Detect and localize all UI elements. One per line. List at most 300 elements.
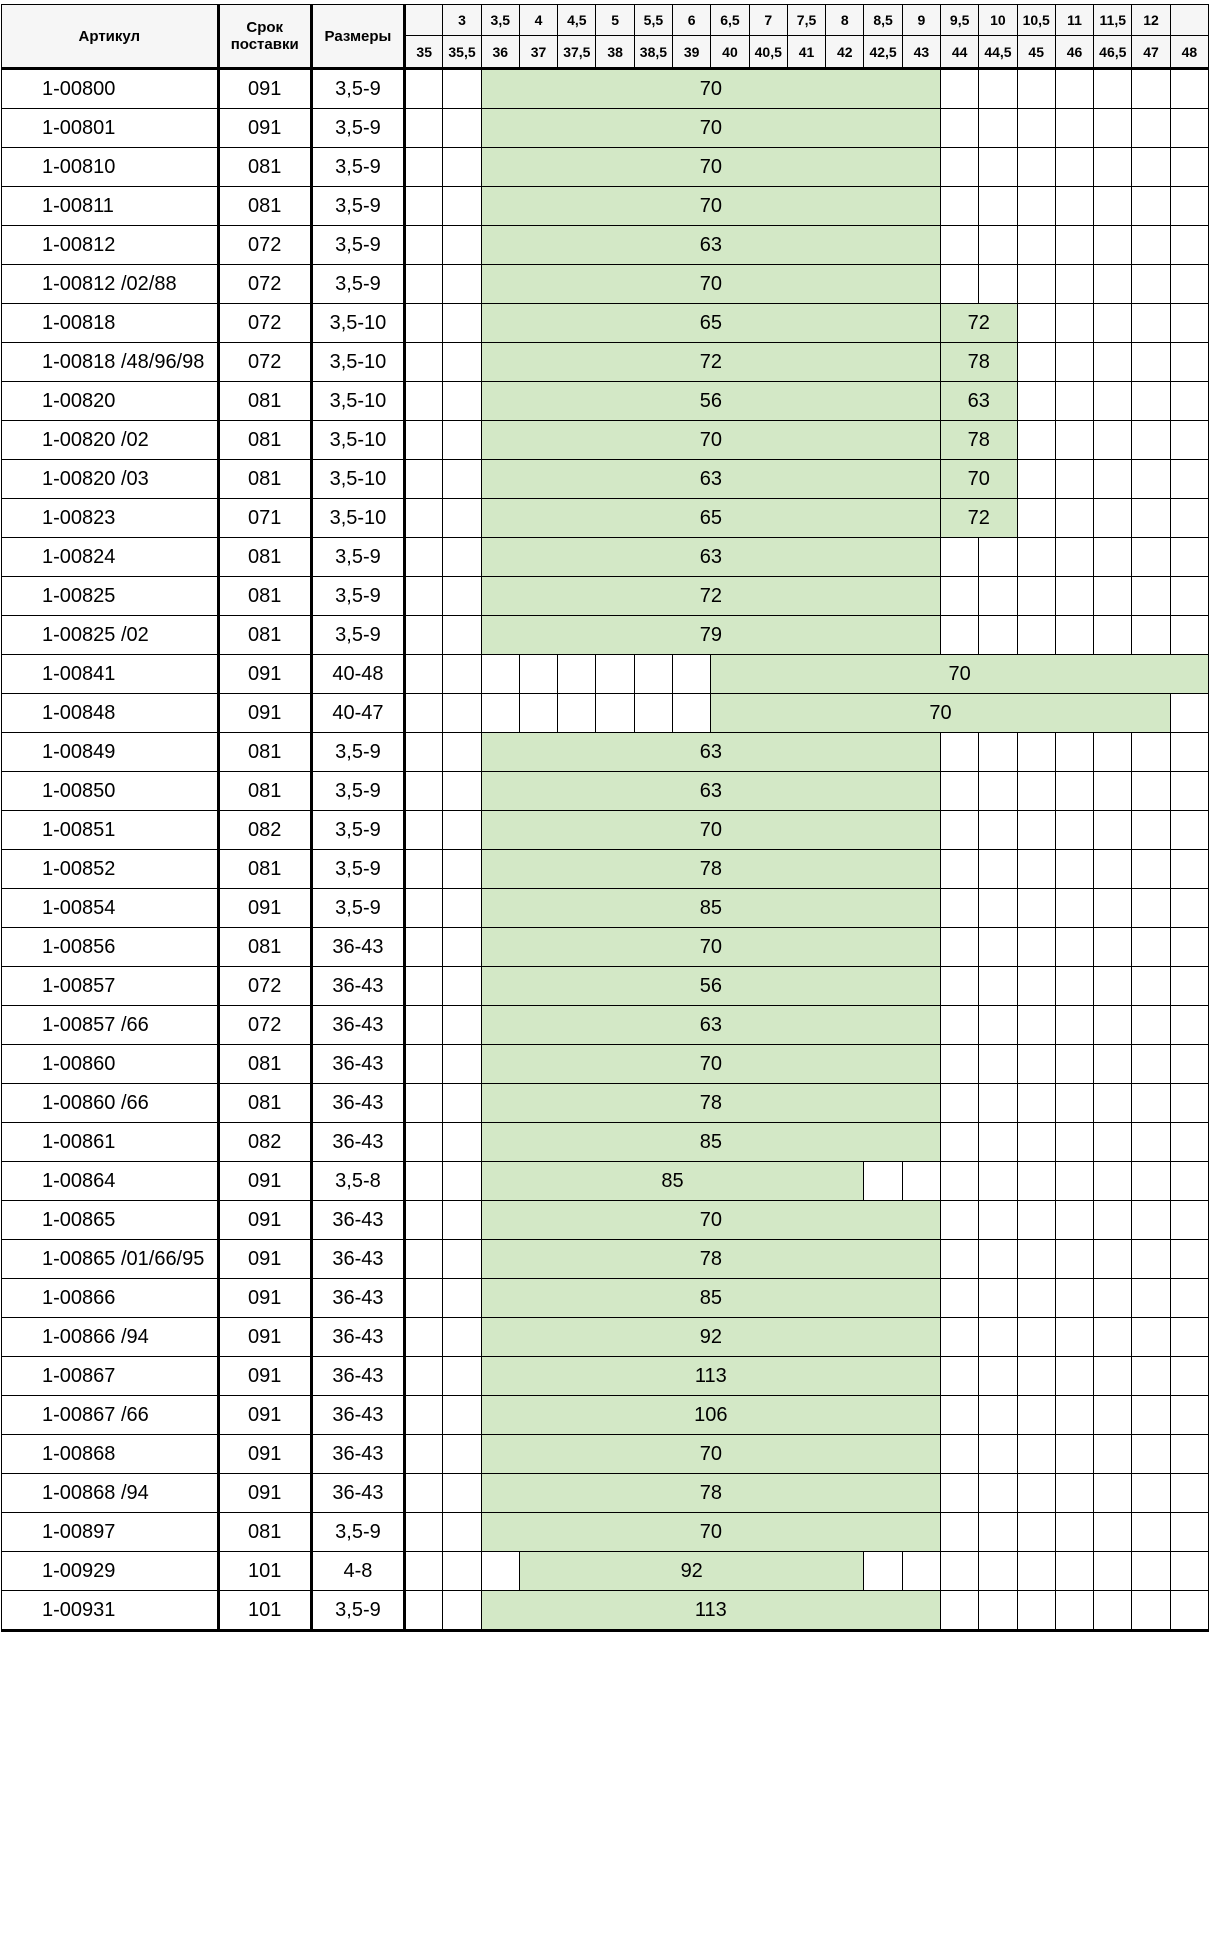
empty-size-cell: [405, 1435, 443, 1474]
empty-size-cell: [1055, 1435, 1093, 1474]
empty-size-cell: [443, 1591, 481, 1631]
empty-size-cell: [864, 1162, 902, 1201]
empty-size-cell: [1055, 109, 1093, 148]
sizes-cell: 3,5-9: [311, 616, 404, 655]
header-term-line2: поставки: [230, 36, 299, 53]
empty-size-cell: [979, 1123, 1017, 1162]
empty-size-cell: [1170, 811, 1208, 850]
empty-size-cell: [1170, 148, 1208, 187]
empty-size-cell: [405, 577, 443, 616]
empty-size-cell: [941, 187, 979, 226]
empty-size-cell: [1132, 1513, 1170, 1552]
empty-size-cell: [443, 1240, 481, 1279]
table-row: [2, 928, 1209, 967]
empty-size-cell: [405, 343, 443, 382]
article-cell: 1-00820: [2, 382, 219, 421]
empty-size-cell: [443, 889, 481, 928]
empty-size-cell: [941, 1435, 979, 1474]
price-cell: 72: [481, 577, 940, 616]
empty-size-cell: [1170, 265, 1208, 304]
empty-size-cell: [443, 499, 481, 538]
table-row: [2, 772, 1209, 811]
price-cell: 63: [481, 1006, 940, 1045]
table-row: [2, 499, 1209, 538]
sizes-cell: 40-47: [311, 694, 404, 733]
empty-size-cell: [1094, 187, 1132, 226]
empty-size-cell: [405, 1006, 443, 1045]
table-row: [2, 343, 1209, 382]
term-cell: 081: [218, 577, 311, 616]
price-cell: 70: [481, 928, 940, 967]
article-cell: 1-00854: [2, 889, 219, 928]
empty-size-cell: [1017, 1084, 1055, 1123]
empty-size-cell: [979, 772, 1017, 811]
empty-size-cell: [519, 694, 557, 733]
empty-size-cell: [1132, 265, 1170, 304]
empty-size-cell: [979, 1552, 1017, 1591]
empty-size-cell: [1017, 538, 1055, 577]
article-cell: 1-00860: [2, 1045, 219, 1084]
price-cell: 85: [481, 1279, 940, 1318]
empty-size-cell: [1055, 772, 1093, 811]
empty-size-cell: [558, 694, 596, 733]
header-eu-size: 40,5: [749, 36, 787, 69]
price-cell: 72: [941, 499, 1018, 538]
sizes-cell: 3,5-10: [311, 343, 404, 382]
empty-size-cell: [1094, 226, 1132, 265]
header-term: [218, 5, 311, 69]
empty-size-cell: [979, 1435, 1017, 1474]
table-row: [2, 1123, 1209, 1162]
empty-size-cell: [941, 226, 979, 265]
empty-size-cell: [1170, 1357, 1208, 1396]
empty-size-cell: [1170, 616, 1208, 655]
empty-size-cell: [1094, 1162, 1132, 1201]
empty-size-cell: [443, 382, 481, 421]
empty-size-cell: [1017, 811, 1055, 850]
empty-size-cell: [1132, 304, 1170, 343]
empty-size-cell: [1170, 382, 1208, 421]
empty-size-cell: [1170, 343, 1208, 382]
empty-size-cell: [1017, 1162, 1055, 1201]
empty-size-cell: [1055, 1318, 1093, 1357]
article-cell: 1-00801: [2, 109, 219, 148]
empty-size-cell: [1055, 1201, 1093, 1240]
empty-size-cell: [1017, 616, 1055, 655]
empty-size-cell: [941, 538, 979, 577]
article-cell: 1-00866 /94: [2, 1318, 219, 1357]
article-cell: 1-00929: [2, 1552, 219, 1591]
empty-size-cell: [941, 928, 979, 967]
empty-size-cell: [443, 1006, 481, 1045]
empty-size-cell: [1132, 1162, 1170, 1201]
header-us-size: 10,5: [1017, 5, 1055, 36]
empty-size-cell: [558, 655, 596, 694]
empty-size-cell: [1132, 343, 1170, 382]
empty-size-cell: [443, 655, 481, 694]
price-cell: 56: [481, 382, 940, 421]
article-cell: 1-00825 /02: [2, 616, 219, 655]
table-row: [2, 1240, 1209, 1279]
price-cell: 63: [481, 772, 940, 811]
header-us-size: 3: [443, 5, 481, 36]
header-eu-size: 38,5: [634, 36, 672, 69]
empty-size-cell: [979, 187, 1017, 226]
empty-size-cell: [1132, 148, 1170, 187]
empty-size-cell: [405, 187, 443, 226]
empty-size-cell: [1094, 1084, 1132, 1123]
empty-size-cell: [1132, 967, 1170, 1006]
article-cell: 1-00867 /66: [2, 1396, 219, 1435]
empty-size-cell: [1170, 1552, 1208, 1591]
empty-size-cell: [1170, 694, 1208, 733]
empty-size-cell: [1132, 889, 1170, 928]
empty-size-cell: [405, 967, 443, 1006]
empty-size-cell: [1132, 226, 1170, 265]
term-cell: 091: [218, 109, 311, 148]
empty-size-cell: [1170, 1006, 1208, 1045]
empty-size-cell: [1132, 772, 1170, 811]
empty-size-cell: [979, 733, 1017, 772]
empty-size-cell: [1132, 499, 1170, 538]
article-cell: 1-00864: [2, 1162, 219, 1201]
term-cell: 081: [218, 733, 311, 772]
empty-size-cell: [1017, 1318, 1055, 1357]
price-cell: 70: [481, 109, 940, 148]
empty-size-cell: [443, 1279, 481, 1318]
empty-size-cell: [1094, 1201, 1132, 1240]
empty-size-cell: [941, 889, 979, 928]
empty-size-cell: [1017, 109, 1055, 148]
table-row: [2, 69, 1209, 109]
empty-size-cell: [1094, 1435, 1132, 1474]
empty-size-cell: [979, 616, 1017, 655]
empty-size-cell: [1055, 616, 1093, 655]
price-cell: 92: [481, 1318, 940, 1357]
empty-size-cell: [1055, 343, 1093, 382]
header-us-size: 8: [826, 5, 864, 36]
article-cell: 1-00841: [2, 655, 219, 694]
empty-size-cell: [1017, 382, 1055, 421]
header-eu-size: 46,5: [1094, 36, 1132, 69]
price-cell: 106: [481, 1396, 940, 1435]
empty-size-cell: [1170, 304, 1208, 343]
empty-size-cell: [1094, 499, 1132, 538]
sizes-cell: 36-43: [311, 928, 404, 967]
term-cell: 091: [218, 1396, 311, 1435]
empty-size-cell: [1055, 265, 1093, 304]
term-cell: 072: [218, 265, 311, 304]
empty-size-cell: [902, 1552, 940, 1591]
header-eu-size: 39: [673, 36, 711, 69]
empty-size-cell: [941, 1123, 979, 1162]
term-cell: 072: [218, 343, 311, 382]
empty-size-cell: [941, 1084, 979, 1123]
price-cell: 78: [481, 1084, 940, 1123]
empty-size-cell: [405, 1045, 443, 1084]
term-cell: 081: [218, 538, 311, 577]
empty-size-cell: [405, 1279, 443, 1318]
sizes-cell: 36-43: [311, 1357, 404, 1396]
empty-size-cell: [941, 967, 979, 1006]
empty-size-cell: [1170, 928, 1208, 967]
sizes-cell: 3,5-10: [311, 421, 404, 460]
table-row: [2, 889, 1209, 928]
empty-size-cell: [405, 1474, 443, 1513]
article-cell: 1-00868: [2, 1435, 219, 1474]
price-cell: 70: [711, 694, 1170, 733]
empty-size-cell: [1132, 928, 1170, 967]
price-cell: 113: [481, 1357, 940, 1396]
term-cell: 081: [218, 1045, 311, 1084]
empty-size-cell: [405, 1240, 443, 1279]
article-cell: 1-00850: [2, 772, 219, 811]
empty-size-cell: [979, 109, 1017, 148]
empty-size-cell: [1094, 1474, 1132, 1513]
empty-size-cell: [519, 655, 557, 694]
table-row: [2, 1006, 1209, 1045]
empty-size-cell: [941, 1591, 979, 1631]
empty-size-cell: [1055, 1162, 1093, 1201]
empty-size-cell: [1132, 1318, 1170, 1357]
empty-size-cell: [405, 1123, 443, 1162]
empty-size-cell: [941, 1396, 979, 1435]
empty-size-cell: [941, 1006, 979, 1045]
term-cell: 091: [218, 1279, 311, 1318]
price-cell: 63: [941, 382, 1018, 421]
price-size-table: [1, 4, 1209, 1632]
empty-size-cell: [1170, 187, 1208, 226]
price-cell: 56: [481, 967, 940, 1006]
term-cell: 081: [218, 187, 311, 226]
price-cell: 70: [481, 811, 940, 850]
sizes-cell: 36-43: [311, 1435, 404, 1474]
empty-size-cell: [979, 1006, 1017, 1045]
price-cell: 65: [481, 499, 940, 538]
empty-size-cell: [1055, 187, 1093, 226]
empty-size-cell: [979, 1279, 1017, 1318]
empty-size-cell: [1055, 304, 1093, 343]
empty-size-cell: [405, 694, 443, 733]
price-cell: 70: [481, 69, 940, 109]
empty-size-cell: [1132, 1357, 1170, 1396]
empty-size-cell: [1132, 1045, 1170, 1084]
empty-size-cell: [405, 1513, 443, 1552]
empty-size-cell: [941, 1357, 979, 1396]
table-row: [2, 1201, 1209, 1240]
table-row: [2, 577, 1209, 616]
empty-size-cell: [941, 1318, 979, 1357]
empty-size-cell: [405, 109, 443, 148]
header-eu-size: 45: [1017, 36, 1055, 69]
term-cell: 091: [218, 1201, 311, 1240]
table-row: [2, 1591, 1209, 1631]
empty-size-cell: [405, 1162, 443, 1201]
table-row: [2, 148, 1209, 187]
header-eu-size: 36: [481, 36, 519, 69]
header-eu-size: 47: [1132, 36, 1170, 69]
empty-size-cell: [443, 616, 481, 655]
empty-size-cell: [443, 148, 481, 187]
empty-size-cell: [1094, 1279, 1132, 1318]
term-cell: 081: [218, 850, 311, 889]
empty-size-cell: [443, 1552, 481, 1591]
price-cell: 92: [519, 1552, 864, 1591]
sizes-cell: 3,5-9: [311, 109, 404, 148]
table-row: [2, 1084, 1209, 1123]
empty-size-cell: [443, 226, 481, 265]
price-cell: 63: [481, 226, 940, 265]
header-us-size: 4,5: [558, 5, 596, 36]
empty-size-cell: [1170, 850, 1208, 889]
empty-size-cell: [405, 1591, 443, 1631]
empty-size-cell: [405, 1201, 443, 1240]
empty-size-cell: [405, 69, 443, 109]
article-cell: 1-00820 /03: [2, 460, 219, 499]
header-eu-size: 40: [711, 36, 749, 69]
header-sizes: Размеры: [311, 5, 404, 69]
price-cell: 72: [941, 304, 1018, 343]
empty-size-cell: [1055, 460, 1093, 499]
empty-size-cell: [1017, 1474, 1055, 1513]
sizes-cell: 36-43: [311, 1201, 404, 1240]
empty-size-cell: [1055, 1591, 1093, 1631]
header-us-size: 11,5: [1094, 5, 1132, 36]
empty-size-cell: [634, 694, 672, 733]
empty-size-cell: [443, 1396, 481, 1435]
empty-size-cell: [1132, 421, 1170, 460]
empty-size-cell: [1170, 1396, 1208, 1435]
sizes-cell: 3,5-10: [311, 460, 404, 499]
price-cell: 70: [481, 265, 940, 304]
header-us-size: 9: [902, 5, 940, 36]
sizes-cell: 4-8: [311, 1552, 404, 1591]
price-cell: 70: [481, 421, 940, 460]
empty-size-cell: [1132, 811, 1170, 850]
sizes-cell: 36-43: [311, 1123, 404, 1162]
term-cell: 091: [218, 1240, 311, 1279]
table-row: [2, 1357, 1209, 1396]
empty-size-cell: [1094, 1240, 1132, 1279]
price-cell: 65: [481, 304, 940, 343]
empty-size-cell: [1094, 577, 1132, 616]
header-us-size: [405, 5, 443, 36]
empty-size-cell: [405, 1396, 443, 1435]
header-us-size: 6: [673, 5, 711, 36]
article-cell: 1-00931: [2, 1591, 219, 1631]
empty-size-cell: [443, 694, 481, 733]
empty-size-cell: [443, 1201, 481, 1240]
empty-size-cell: [979, 1162, 1017, 1201]
empty-size-cell: [1170, 226, 1208, 265]
empty-size-cell: [979, 226, 1017, 265]
sizes-cell: 3,5-9: [311, 1513, 404, 1552]
sizes-cell: 40-48: [311, 655, 404, 694]
empty-size-cell: [405, 928, 443, 967]
empty-size-cell: [1170, 1201, 1208, 1240]
empty-size-cell: [1055, 148, 1093, 187]
sizes-cell: 36-43: [311, 1396, 404, 1435]
empty-size-cell: [1055, 1513, 1093, 1552]
empty-size-cell: [941, 1474, 979, 1513]
term-cell: 091: [218, 1162, 311, 1201]
empty-size-cell: [1017, 1513, 1055, 1552]
empty-size-cell: [941, 148, 979, 187]
empty-size-cell: [1055, 1474, 1093, 1513]
empty-size-cell: [1055, 1006, 1093, 1045]
empty-size-cell: [1132, 187, 1170, 226]
empty-size-cell: [1017, 1552, 1055, 1591]
sizes-cell: 36-43: [311, 1279, 404, 1318]
empty-size-cell: [979, 148, 1017, 187]
empty-size-cell: [941, 1513, 979, 1552]
empty-size-cell: [443, 1045, 481, 1084]
empty-size-cell: [1132, 1240, 1170, 1279]
sizes-cell: 3,5-9: [311, 265, 404, 304]
term-cell: 081: [218, 772, 311, 811]
empty-size-cell: [1132, 1591, 1170, 1631]
article-cell: 1-00848: [2, 694, 219, 733]
empty-size-cell: [1094, 1396, 1132, 1435]
header-eu-size: 44: [941, 36, 979, 69]
empty-size-cell: [405, 772, 443, 811]
empty-size-cell: [1094, 1006, 1132, 1045]
empty-size-cell: [1017, 1591, 1055, 1631]
header-eu-size: 38: [596, 36, 634, 69]
empty-size-cell: [443, 187, 481, 226]
empty-size-cell: [1170, 1474, 1208, 1513]
table-row: [2, 811, 1209, 850]
article-cell: 1-00811: [2, 187, 219, 226]
header-us-size: 7: [749, 5, 787, 36]
empty-size-cell: [405, 265, 443, 304]
term-cell: 081: [218, 148, 311, 187]
empty-size-cell: [1170, 69, 1208, 109]
table-row: [2, 538, 1209, 577]
sizes-cell: 36-43: [311, 1318, 404, 1357]
empty-size-cell: [941, 1240, 979, 1279]
price-cell: 85: [481, 889, 940, 928]
empty-size-cell: [1017, 460, 1055, 499]
table-row: [2, 187, 1209, 226]
empty-size-cell: [1170, 889, 1208, 928]
empty-size-cell: [941, 109, 979, 148]
term-cell: 072: [218, 226, 311, 265]
header-eu-size: 37,5: [558, 36, 596, 69]
empty-size-cell: [1094, 304, 1132, 343]
header-us-sizes-row: [2, 5, 1209, 36]
article-cell: 1-00812: [2, 226, 219, 265]
empty-size-cell: [1094, 148, 1132, 187]
empty-size-cell: [634, 655, 672, 694]
price-cell: 63: [481, 733, 940, 772]
empty-size-cell: [1055, 1045, 1093, 1084]
header-eu-size: 42,5: [864, 36, 902, 69]
table-row: [2, 1552, 1209, 1591]
empty-size-cell: [979, 811, 1017, 850]
article-cell: 1-00820 /02: [2, 421, 219, 460]
price-cell: 70: [481, 148, 940, 187]
empty-size-cell: [979, 850, 1017, 889]
empty-size-cell: [443, 460, 481, 499]
empty-size-cell: [1170, 1084, 1208, 1123]
term-cell: 081: [218, 421, 311, 460]
empty-size-cell: [1170, 1123, 1208, 1162]
empty-size-cell: [1055, 967, 1093, 1006]
empty-size-cell: [1017, 187, 1055, 226]
header-us-size: 6,5: [711, 5, 749, 36]
sizes-cell: 3,5-9: [311, 187, 404, 226]
